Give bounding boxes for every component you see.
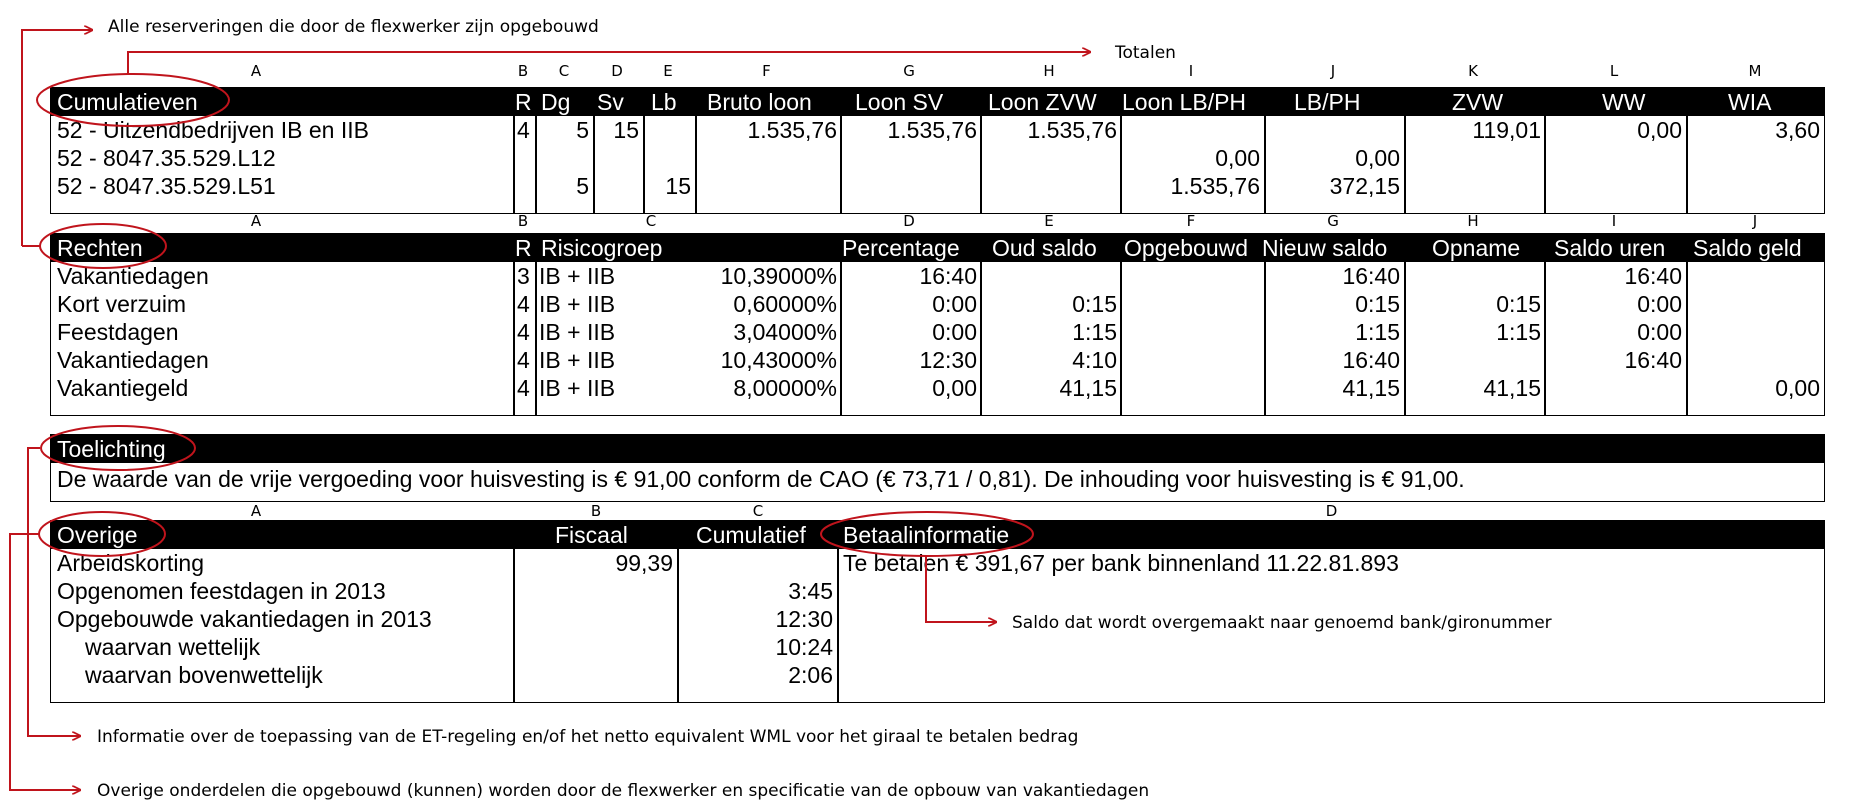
col-letter: A <box>250 212 262 230</box>
col-letter: E <box>1044 212 1054 230</box>
col-letter: J <box>1752 212 1758 230</box>
toelichting-header-bar <box>51 435 1824 463</box>
cell: 12:30 <box>919 347 977 373</box>
col-letter: D <box>1325 502 1338 520</box>
col-divider <box>1120 262 1122 415</box>
cell: 0:00 <box>1637 291 1682 317</box>
cell: 4:10 <box>1072 347 1117 373</box>
cell: 41,15 <box>1342 375 1400 401</box>
cell: Opgenomen feestdagen in 2013 <box>57 578 386 604</box>
header-rechten: Rechten <box>57 235 143 261</box>
col-letter: D <box>903 212 915 230</box>
cell: IB + IIB <box>539 319 616 345</box>
cell: 0,60000% <box>733 291 837 317</box>
cell: 52 - Uitzendbedrijven IB en IIB <box>57 117 369 143</box>
col-letter: C <box>645 212 657 230</box>
header-bruto-loon: Bruto loon <box>707 89 812 115</box>
cell: Opgebouwde vakantiedagen in 2013 <box>57 606 432 632</box>
rechten-table <box>50 233 1825 416</box>
col-letter: A <box>250 502 262 520</box>
cell: 372,15 <box>1329 173 1400 199</box>
header-sv: Sv <box>597 89 624 115</box>
cell: 4 <box>517 291 530 317</box>
header-betaalinformatie: Betaalinformatie <box>843 522 1010 548</box>
header-saldo-geld: Saldo geld <box>1693 235 1802 261</box>
col-divider <box>513 116 515 213</box>
cell: 3:45 <box>788 578 833 604</box>
col-letter: A <box>250 62 262 80</box>
cell: 10,39000% <box>720 263 837 289</box>
cell: 1.535,76 <box>747 117 837 143</box>
cell: 1:15 <box>1496 319 1541 345</box>
col-letter: K <box>1468 62 1478 80</box>
cell: 15 <box>665 173 691 199</box>
col-divider <box>535 262 537 415</box>
col-letter: L <box>1609 62 1619 80</box>
cell: 0,00 <box>1775 375 1820 401</box>
cell: 10:24 <box>775 634 833 660</box>
col-letter: H <box>1467 212 1479 230</box>
annotation-totalen: Totalen <box>1115 43 1176 63</box>
cell: 15 <box>613 117 639 143</box>
header-risicogroep: Risicogroep <box>541 235 663 261</box>
col-letter: B <box>517 62 529 80</box>
cell: 0:00 <box>932 319 977 345</box>
cell: 16:40 <box>919 263 977 289</box>
cell: 41,15 <box>1059 375 1117 401</box>
cell: 0,00 <box>1215 145 1260 171</box>
col-letter: B <box>590 502 602 520</box>
cell: 3 <box>517 263 530 289</box>
cell: 5 <box>576 117 589 143</box>
cell: IB + IIB <box>539 291 616 317</box>
header-saldo-uren: Saldo uren <box>1554 235 1666 261</box>
cell: 4 <box>517 117 530 143</box>
betaal-text: Te betalen € 391,67 per bank binnenland 11.22.81.893 <box>843 550 1399 576</box>
cell: 0:00 <box>932 291 977 317</box>
header-cumulatief: Cumulatief <box>696 522 806 548</box>
header-opgebouwd: Opgebouwd <box>1124 235 1249 261</box>
header-fiscaal: Fiscaal <box>555 522 628 548</box>
col-letter: G <box>903 62 915 80</box>
header-dg: Dg <box>541 89 571 115</box>
cell: 0,00 <box>932 375 977 401</box>
cell: Kort verzuim <box>57 291 187 317</box>
header-loon-lbph: Loon LB/PH <box>1122 89 1247 115</box>
cell: 52 - 8047.35.529.L12 <box>57 145 276 171</box>
cell: 5 <box>576 173 589 199</box>
toelichting-text: De waarde van de vrije vergoeding voor huisvesting is € 91,00 conform de CAO (€ 73,71 / 0,81). De inhouding voor huisvesting is € 91,00. <box>57 466 1465 492</box>
cell: 3,60 <box>1775 117 1820 143</box>
col-letter: E <box>663 62 673 80</box>
annotation-saldo: Saldo dat wordt overgemaakt naar genoemd bank/gironummer <box>1012 613 1552 633</box>
header-zvw: ZVW <box>1452 89 1504 115</box>
header-cumulatieven: Cumulatieven <box>57 89 198 115</box>
cell: 119,01 <box>1472 117 1541 143</box>
col-letter: B <box>517 212 529 230</box>
cell: IB + IIB <box>539 347 616 373</box>
cell: Vakantiedagen <box>57 263 209 289</box>
header-overige: Overige <box>57 522 138 548</box>
header-opname: Opname <box>1432 235 1521 261</box>
col-divider <box>513 262 515 415</box>
cell: Vakantiedagen <box>57 347 209 373</box>
header-ww: WW <box>1602 89 1646 115</box>
cell: 8,00000% <box>733 375 837 401</box>
cumulatieven-table <box>50 87 1825 214</box>
cell: 1:15 <box>1355 319 1400 345</box>
cell: 16:40 <box>1624 263 1682 289</box>
col-letter: G <box>1327 212 1339 230</box>
header-loon-sv: Loon SV <box>855 89 944 115</box>
col-letter: I <box>1611 212 1617 230</box>
overige-table <box>50 520 1825 703</box>
col-letter: C <box>558 62 570 80</box>
col-letter: D <box>611 62 623 80</box>
header-r: R <box>515 235 532 261</box>
cell: 1.535,76 <box>1027 117 1117 143</box>
cell: IB + IIB <box>539 375 616 401</box>
annotation-overige: Overige onderdelen die opgebouwd (kunnen) worden door de flexwerker en specificatie van de opbouw van vakantiedagen <box>97 781 1150 801</box>
cell: 4 <box>517 375 530 401</box>
cell: 99,39 <box>615 550 673 576</box>
col-letter: M <box>1748 62 1762 80</box>
header-toelichting: Toelichting <box>57 436 166 462</box>
header-nieuw-saldo: Nieuw saldo <box>1262 235 1388 261</box>
cell: 0,00 <box>1637 117 1682 143</box>
cell: 16:40 <box>1342 263 1400 289</box>
cell: Vakantiegeld <box>57 375 189 401</box>
cell: Arbeidskorting <box>57 550 205 576</box>
cell: 41,15 <box>1483 375 1541 401</box>
cell: waarvan wettelijk <box>85 634 261 660</box>
cell: 1:15 <box>1072 319 1117 345</box>
header-lbph: LB/PH <box>1294 89 1361 115</box>
toelichting-section <box>50 434 1825 502</box>
cell: 2:06 <box>788 662 833 688</box>
annotation-reserveringen: Alle reserveringen die door de flexwerker zijn opgebouwd <box>108 17 599 37</box>
cell: IB + IIB <box>539 263 616 289</box>
col-letter: C <box>752 502 764 520</box>
col-letter: J <box>1330 62 1336 80</box>
cell: 0:00 <box>1637 319 1682 345</box>
annotation-informatie: Informatie over de toepassing van de ET-regeling en/of het netto equivalent WML voor het giraal te betalen bedrag <box>97 727 1079 747</box>
col-letter: I <box>1188 62 1194 80</box>
col-letter: F <box>1186 212 1196 230</box>
cell: 4 <box>517 319 530 345</box>
cell: 1.535,76 <box>1170 173 1260 199</box>
cell: 0:15 <box>1496 291 1541 317</box>
header-r: R <box>515 89 532 115</box>
header-percentage: Percentage <box>842 235 960 261</box>
cell: 52 - 8047.35.529.L51 <box>57 173 276 199</box>
cell: 0,00 <box>1355 145 1400 171</box>
cell: 3,04000% <box>733 319 837 345</box>
cell: 4 <box>517 347 530 373</box>
cell: 10,43000% <box>720 347 837 373</box>
cell: 0:15 <box>1072 291 1117 317</box>
header-lb: Lb <box>651 89 677 115</box>
header-loon-zvw: Loon ZVW <box>988 89 1097 115</box>
col-letter: H <box>1043 62 1055 80</box>
cell: 1.535,76 <box>887 117 977 143</box>
cell: 0:15 <box>1355 291 1400 317</box>
col-divider <box>837 521 839 702</box>
cell: 16:40 <box>1624 347 1682 373</box>
cell: 16:40 <box>1342 347 1400 373</box>
header-oud-saldo: Oud saldo <box>992 235 1097 261</box>
col-letter: F <box>762 62 771 80</box>
header-wia: WIA <box>1728 89 1772 115</box>
cell: 12:30 <box>775 606 833 632</box>
cell: waarvan bovenwettelijk <box>85 662 323 688</box>
cell: Feestdagen <box>57 319 179 345</box>
